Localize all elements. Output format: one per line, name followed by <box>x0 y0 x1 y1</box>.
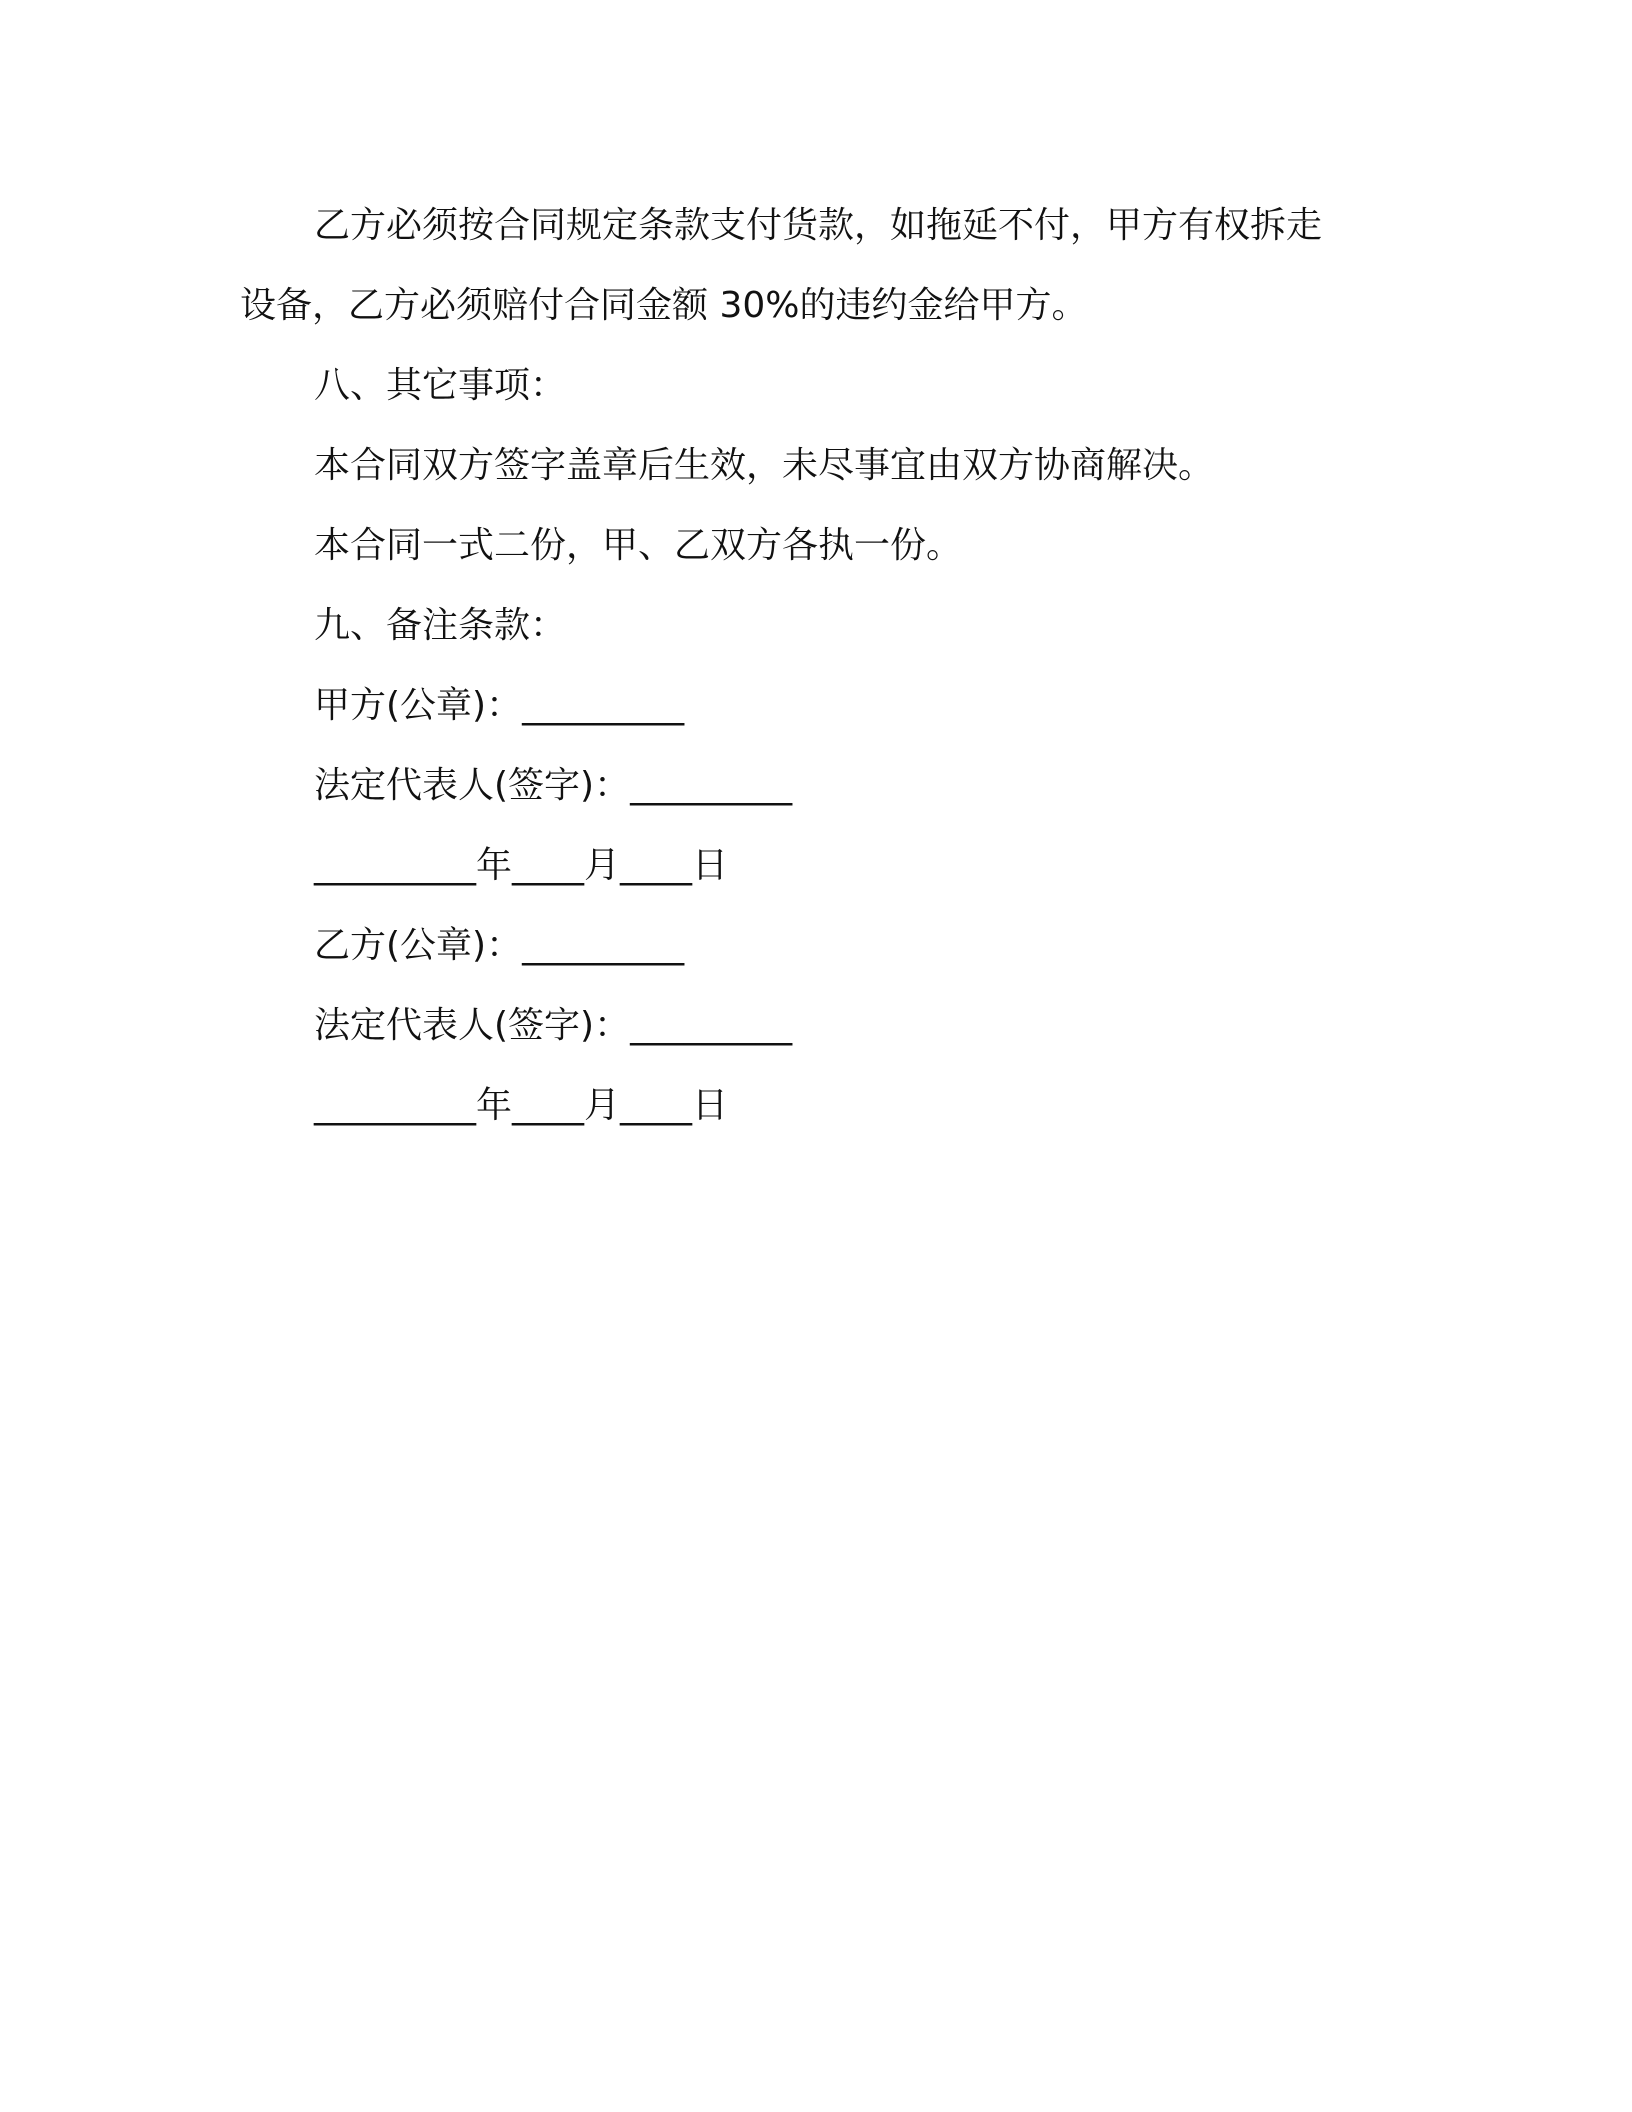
party-b-date-line: _________年____月____日 <box>314 1085 728 1126</box>
payment-clause-paragraph: 乙方必须按合同规定条款支付货款，如拖延不付，甲方有权拆走设备，乙方必须赔付合同金额 30%的违约金给甲方。 <box>240 205 1323 326</box>
effective-clause-paragraph: 本合同双方签字盖章后生效，未尽事宜由双方协商解决。 <box>314 445 1215 486</box>
party-a-representative-line: 法定代表人(签字)：_________ <box>314 765 793 806</box>
party-a-date-line: _________年____月____日 <box>314 845 728 886</box>
party-a-seal-line: 甲方(公章)：_________ <box>314 685 685 726</box>
party-b-representative-line: 法定代表人(签字)：_________ <box>314 1005 793 1046</box>
party-b-seal-line: 乙方(公章)：_________ <box>314 925 685 966</box>
section-eight-heading: 八、其它事项： <box>314 365 567 406</box>
section-nine-heading: 九、备注条款： <box>314 605 567 646</box>
copies-clause-paragraph: 本合同一式二份，甲、乙双方各执一份。 <box>314 525 963 566</box>
document-body <box>240 186 1350 1146</box>
